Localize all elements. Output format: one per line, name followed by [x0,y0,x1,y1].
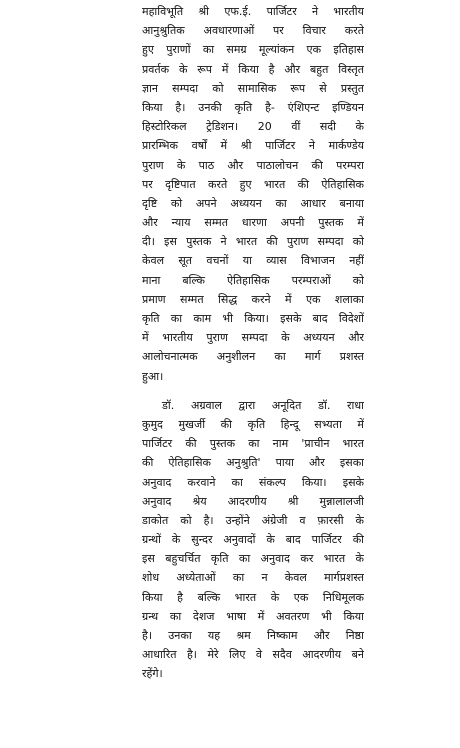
text-line: प्रवर्तक के रूप में किया है और बहुत विस्तृत [142,62,364,76]
text-line: ज्ञान सम्पदा को सामासिक रूप से प्रस्तुत [142,81,364,95]
text-line: इस बहुचर्चित कृति का अनुवाद कर भारत के [142,552,364,566]
text-line: रहेंगे। [142,667,163,681]
text-line: है। उनका यह श्रम निष्काम और निष्ठा [142,629,364,642]
text-line: और न्याय सम्मत धारणा अपनी पुस्तक में [142,216,364,230]
text-line: शोध अध्येताओं का न केवल मार्गप्रशस्त [142,571,364,585]
text-line: किया है। उनकी कृति है- एंशिएन्ट इण्डियन [142,100,364,114]
text-line: प्रारम्भिक वर्षों में श्री पार्जिटर ने मार्कण्डेय [142,139,364,153]
text-line: में भारतीय पुराण सम्पदा के अध्ययन और [142,331,364,345]
text-line: आलोचनात्मक अनुशीलन का मार्ग प्रशस्त [142,350,364,364]
text-line: अनुवाद करवाने का संकल्प किया। इसके [142,475,364,489]
text-line: कुमुद मुखर्जी की कृति हिन्दू सभ्यता में [142,417,364,431]
paragraph-1 [142,2,364,386]
text-line: डाकोत को है। उन्होंने अंग्रेजी व फ़ारसी के [142,513,364,527]
text-line: हिस्टोरिकल ट्रेडिशन। 20 वीं सदी के [142,120,364,134]
text-line: पार्जिटर की पुस्तक का नाम 'प्राचीन भारत [142,437,364,451]
text-line: डॉ. अग्रवाल द्वारा अनूदित डॉ. राधा [162,398,364,412]
paragraph-gap [142,386,364,396]
text-line: दृष्टि को अपने अध्ययन का आधार बनाया [142,196,364,210]
text-line: आधारित है। मेरे लिए वे सदैव आदरणीय बने [142,648,364,662]
text-line: प्रमाण सम्मत सिद्ध करने में एक शलाका [142,292,364,306]
text-line: पुराण के पाठ और पाठालोचन की परम्परा [142,158,364,172]
text-line: हुए पुराणों का समग्र मूल्यांकन एक इतिहास [142,43,364,57]
text-line: पर दृष्टिपात करते हुए भारत की ऐतिहासिक [142,177,364,191]
text-line: किया है बल्कि भारत के एक निधिमूलक [142,590,364,604]
text-line: आनुश्रुतिक अवधारणाओं पर विचार करते [142,24,364,38]
text-line: अनुवाद श्रेय आदरणीय श्री मुन्नालालजी [142,494,364,508]
text-line: ग्रन्थ का देशज भाषा में अवतरण भी किया [142,609,364,623]
text-line: ग्रन्थों के सुन्दर अनुवादों के बाद पार्जिटर की [142,533,364,547]
text-line: माना बल्कि ऐतिहासिक परम्पराओं को [142,273,364,287]
text-line: केवल सूत वचनों या व्यास विभाजन नहीं [142,254,364,268]
text-line: महाविभूति श्री एफ.ई. पार्जिटर ने भारतीय [142,5,364,18]
paragraph-2 [142,396,364,684]
text-line: हुआ। [142,369,164,383]
text-line: दी। इस पुस्तक ने भारत की पुराण सम्पदा को [142,235,364,249]
text-line: कृति का काम भी किया। इसके बाद विदेशों [142,312,364,325]
text-column [142,2,364,684]
text-line: की ऐतिहासिक अनुश्रुति' पाया और इसका [142,456,364,470]
